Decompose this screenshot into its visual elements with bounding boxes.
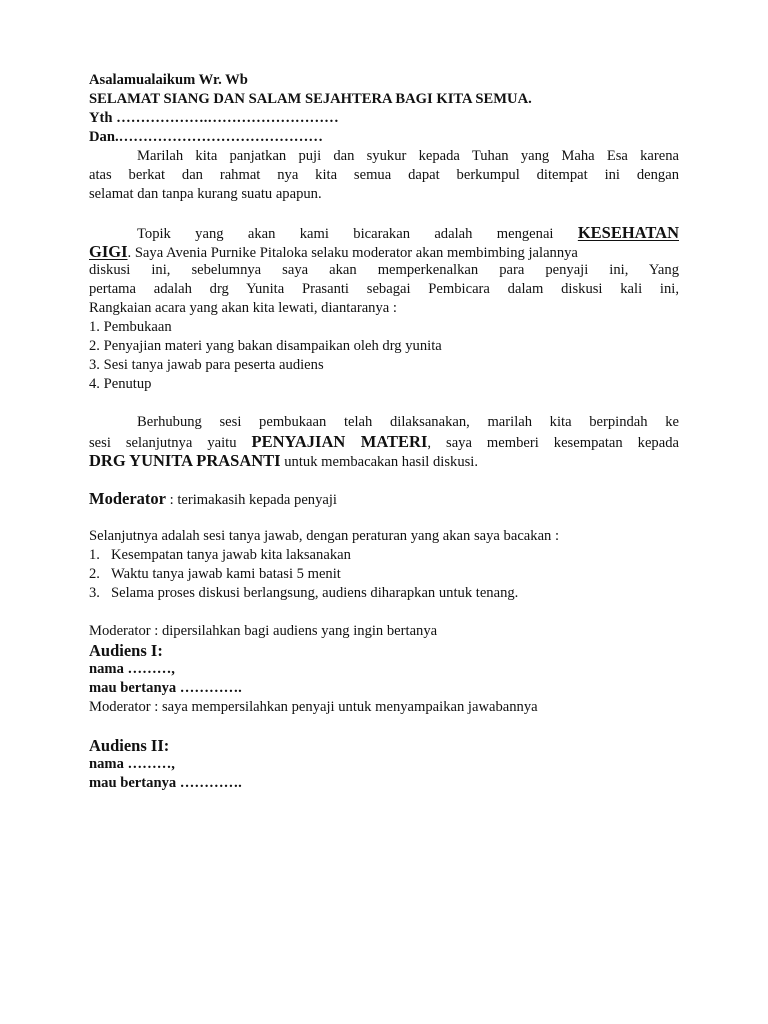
para2-line2 xyxy=(89,242,679,261)
rule-number: 3. xyxy=(89,585,100,601)
spacer xyxy=(89,717,679,736)
moderator-invite: Moderator : dipersilahkan bagi audiens yang ingin bertanya xyxy=(89,623,438,639)
para3-line3-post: untuk membacakan hasil diskusi. xyxy=(280,454,478,470)
audiens2-title: Audiens II: xyxy=(89,736,170,755)
para3-line3 xyxy=(89,451,679,470)
rules-intro: Selanjutnya adalah sesi tanya jawab, dengan peraturan yang akan saya bacakan : xyxy=(89,528,560,544)
moderator-thanks-text: : terimakasih kepada penyaji xyxy=(165,492,337,508)
spacer xyxy=(89,508,679,527)
para2-line1 xyxy=(89,223,679,242)
para2-line1-text: Topik yang akan kami bicarakan adalah mengenai xyxy=(137,226,554,242)
para2-line4: pertama adalah drg Yunita Prasanti sebagai Pembicara dalam diskusi kali ini, xyxy=(89,281,679,297)
topic-kesehatan: KESEHATAN xyxy=(577,223,679,242)
para3-line2 xyxy=(89,432,679,451)
audiens2-tanya: mau bertanya …………. xyxy=(89,775,242,791)
presenter-name: DRG YUNITA PRASANTI xyxy=(89,451,281,470)
agenda-item: 2. Penyajian materi yang bakan disampaikan oleh drg yunita xyxy=(89,338,442,354)
para3-line2-pre: sesi selanjutnya yaitu xyxy=(89,435,237,451)
dan-line: Dan.…………………………………… xyxy=(89,129,323,145)
para2-line2-text: . Saya Avenia Purnike Pitaloka selaku moderator akan membimbing jalannya xyxy=(127,245,578,261)
moderator-thanks xyxy=(89,489,679,508)
agenda-item: 1. Pembukaan xyxy=(89,319,172,335)
para1-line1: Marilah kita panjatkan puji dan syukur kepada Tuhan yang Maha Esa karena xyxy=(137,148,679,164)
rule-number: 2. xyxy=(89,566,100,582)
rule-text: Waktu tanya jawab kami batasi 5 menit xyxy=(111,566,341,582)
para2-line3: diskusi ini, sebelumnya saya akan memperkenalkan para penyaji ini, Yang xyxy=(89,262,679,278)
spacer xyxy=(89,204,679,223)
moderator-answer: Moderator : saya mempersilahkan penyaji untuk menyampaikan jawabannya xyxy=(89,699,538,715)
rule-item xyxy=(89,565,679,584)
audiens1-tanya: mau bertanya …………. xyxy=(89,680,242,696)
para3-line2-post: , saya memberi kesempatan kepada xyxy=(427,435,679,451)
agenda-item: 4. Penutup xyxy=(89,376,152,392)
agenda-item: 3. Sesi tanya jawab para peserta audiens xyxy=(89,357,324,373)
salam-heading: SELAMAT SIANG DAN SALAM SEJAHTERA BAGI KITA SEMUA. xyxy=(89,91,532,107)
yth-line: Yth ……………….……………………… xyxy=(89,110,339,126)
topic-gigi: GIGI xyxy=(89,242,128,261)
audiens1-title: Audiens I: xyxy=(89,641,163,660)
para3-line1: Berhubung sesi pembukaan telah dilaksanakan, marilah kita berpindah ke xyxy=(137,414,679,430)
document-body xyxy=(89,71,679,793)
greeting: Asalamualaikum Wr. Wb xyxy=(89,72,248,88)
penyajian-materi: PENYAJIAN MATERI xyxy=(251,432,428,451)
spacer xyxy=(89,470,679,489)
audiens1-nama: nama ………, xyxy=(89,661,175,677)
moderator-label: Moderator xyxy=(89,489,166,508)
spacer xyxy=(89,394,679,413)
para1-line3: selamat dan tanpa kurang suatu apapun. xyxy=(89,186,322,202)
rule-item xyxy=(89,584,679,603)
rule-text: Kesempatan tanya jawab kita laksanakan xyxy=(111,547,351,563)
audiens2-nama: nama ………, xyxy=(89,756,175,772)
rule-text: Selama proses diskusi berlangsung, audiens diharapkan untuk tenang. xyxy=(111,585,519,601)
rule-number: 1. xyxy=(89,547,100,563)
rule-item xyxy=(89,546,679,565)
spacer xyxy=(89,603,679,622)
para2-line5: Rangkaian acara yang akan kita lewati, diantaranya : xyxy=(89,300,397,316)
para1-line2: atas berkat dan rahmat nya kita semua dapat berkumpul ditempat ini dengan xyxy=(89,167,679,183)
